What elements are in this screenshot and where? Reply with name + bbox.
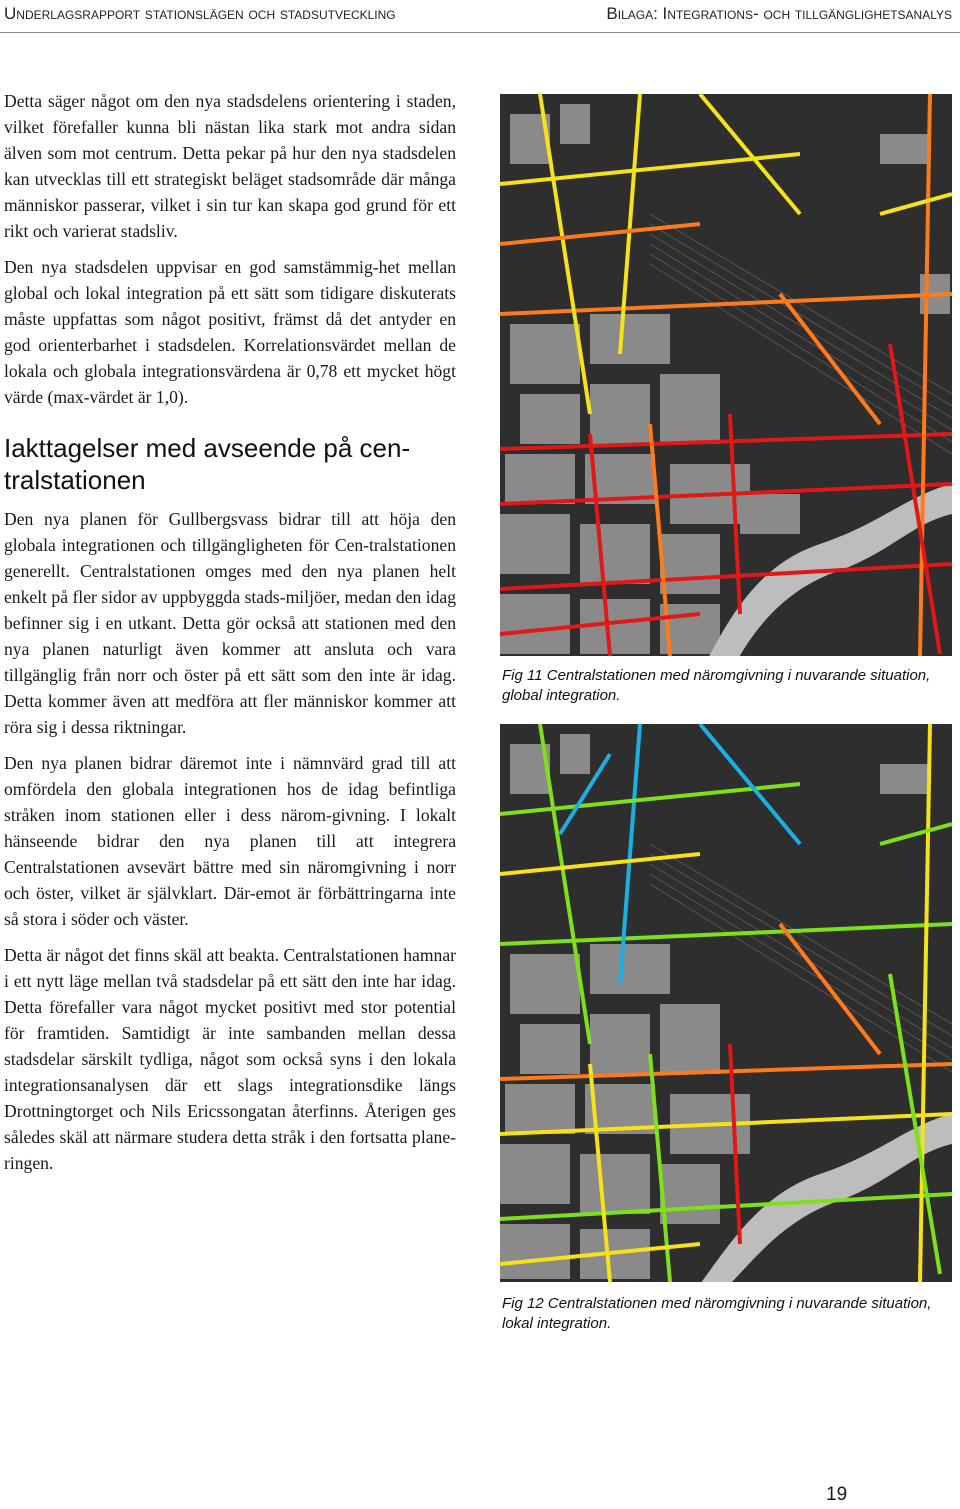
paragraph-2: Den nya stadsdelen uppvisar en god samstämmig-het mellan global och lokal integration på ett sätt som tidigare diskuterats måste uppfattas som något positivt, främst då det antyder en god orienterbarhet i stadsdelen. Korrelationsvärdet mellan de lokala och globala integrationsvärdena är 0,78 ett mycket högt värde (max-värdet är 1,0). xyxy=(4,257,456,407)
header-right-title: Bilaga: Integrations- och tillgänglighetsanalys xyxy=(606,4,952,23)
map-global-integration xyxy=(500,94,952,656)
paragraph-4: Den nya planen bidrar däremot inte i nämnvärd grad till att omfördela den globala integrationen hos de idag befintliga stråken inom stationen eller i dess närom-givning. I lokalt hänseende bidrar den nya planen till att integrera Centralstationen avsevärt bättre med sin näromgivning i norr och öster, vilket är självklart. Där-emot är förbättringarna inte så stora i söder och väster. xyxy=(4,753,456,929)
section-heading: Iakttagelser med avseende på cen-tralstationen xyxy=(4,433,411,495)
header-left-title: Underlagsrapport stationslägen och stadsutveckling xyxy=(4,4,396,23)
figure-11-caption: Fig 11 Centralstationen med näromgivning i nuvarande situation, global integration. xyxy=(502,667,931,704)
map-global-svg xyxy=(500,94,952,656)
page-number: 19 xyxy=(826,1484,848,1505)
paragraph-1: Detta säger något om den nya stadsdelens orientering i staden, vilket förefaller kunna bli nästan lika stark mot andra sidan älven som mot centrum. Detta pekar på hur den nya stadsdelen kan utvecklas till ett strategiskt beläget stadsområde där många människor passerar, vilket i sin tur kan skapa god grund för ett rikt och varierat stadsliv. xyxy=(4,91,456,241)
running-header xyxy=(0,0,960,30)
main-text-column xyxy=(4,88,456,1186)
paragraph-3: Den nya planen för Gullbergsvass bidrar till att höja den globala integrationen och tillgängligheten för Cen-tralstationen generellt. Centralstationen omges med den nya planen helt enkelt på fler sidor av uppbyggda stads-miljöer, medan den idag befinner sig i en utkant. Detta gör också att stationen med den nya planen naturligt även kommer att ansluta och vara tillgänglig från norr och öster på ett sätt som den inte är idag. Detta kommer även att medföra att fler människor kommer att röra sig i dessa riktningar. xyxy=(4,509,456,737)
map-local-svg xyxy=(500,724,952,1282)
header-divider xyxy=(0,32,960,33)
paragraph-5: Detta är något det finns skäl att beakta. Centralstationen hamnar i ett nytt läge mellan två stadsdelar på ett sätt den inte har idag. Detta förefaller vara något mycket positivt med stor potential för framtiden. Samtidigt är inte sambanden mellan dessa stadsdelar särskilt tydliga, något som också syns i den lokala integrationsanalysen där ett slags integrationsdike längs Drottningtorget och Nils Ericssongatan återfinns. Återigen ges således skäl att närmare studera detta stråk i den fortsatta plane-ringen. xyxy=(4,945,456,1173)
figure-12-caption: Fig 12 Centralstationen med näromgivning i nuvarande situation, lokal integration. xyxy=(502,1295,932,1332)
map-local-integration xyxy=(500,724,952,1282)
